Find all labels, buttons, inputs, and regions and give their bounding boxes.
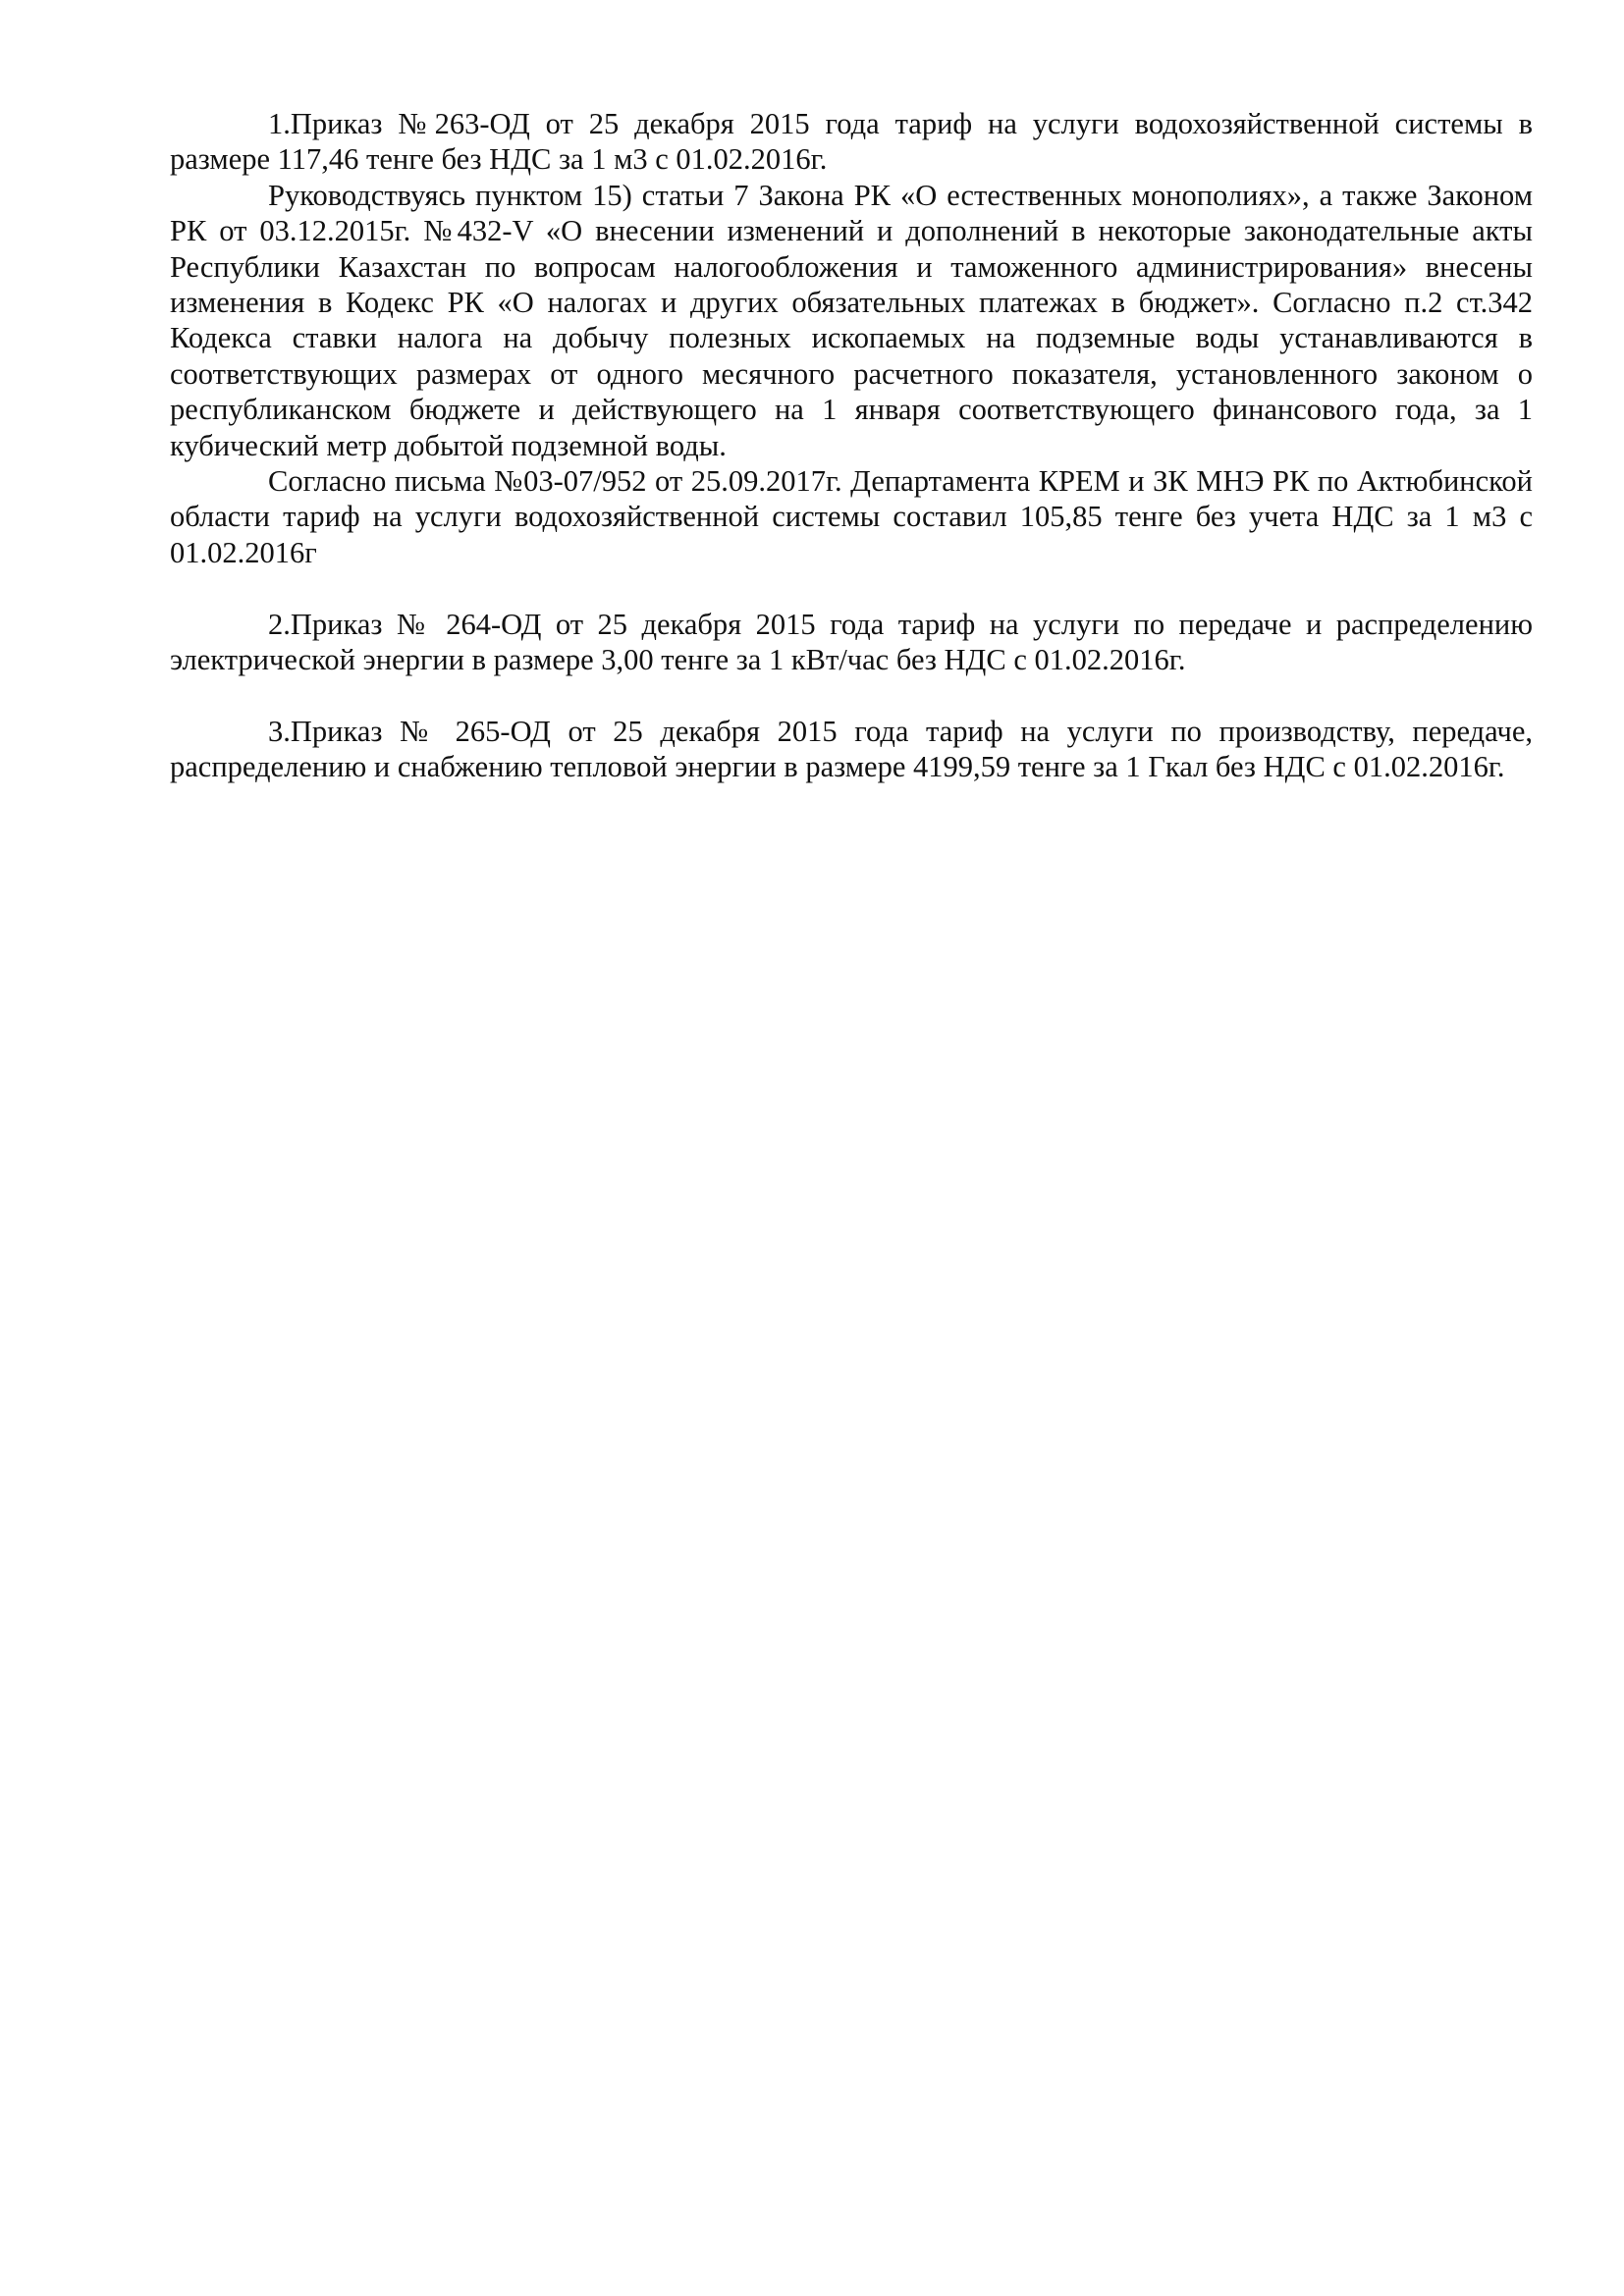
paragraph-department-letter: Согласно письма №03-07/952 от 25.09.2017г. Департамента КРЕМ и ЗК МНЭ РК по Актюбинской области тариф на услуги водохозяйственной системы составил 105,85 тенге без учета НДС за 1 м3 с 01.02.2016г xyxy=(170,464,1533,569)
document-body xyxy=(170,106,1533,785)
paragraph-spacer xyxy=(170,677,1533,713)
paragraph-legal-basis: Руководствуясь пунктом 15) статьи 7 Закона РК «О естественных монополиях», а также Законом РК от 03.12.2015г. №432-V «О внесении изменений и дополнений в некоторые законодательные акты Республики Казахстан по вопросам налогообложения и таможенного администрирования» внесены изменения в Кодекс РК «О налогах и других обязательных платежах в бюджет». Согласно п.2 ст.342 Кодекса ставки налога на добычу полезных ископаемых на подземные воды устанавливаются в соответствующих размерах от одного месячного расчетного показателя, установленного законом о республиканском бюджете и действующего на 1 января соответствующего финансового года, за 1 кубический метр добытой подземной воды. xyxy=(170,178,1533,462)
paragraph-order-265: 3.Приказ № 265-ОД от 25 декабря 2015 года тариф на услуги по производству, передаче, распределению и снабжению тепловой энергии в размере 4199,59 тенге за 1 Гкал без НДС с 01.02.2016г. xyxy=(170,714,1533,784)
paragraph-order-263: 1.Приказ №263-ОД от 25 декабря 2015 года тариф на услуги водохозяйственной системы в размере 117,46 тенге без НДС за 1 м3 с 01.02.2016г. xyxy=(170,107,1533,177)
paragraph-order-264: 2.Приказ № 264-ОД от 25 декабря 2015 года тариф на услуги по передаче и распределению электрической энергии в размере 3,00 тенге за 1 кВт/час без НДС с 01.02.2016г. xyxy=(170,607,1533,677)
paragraph-spacer xyxy=(170,570,1533,606)
